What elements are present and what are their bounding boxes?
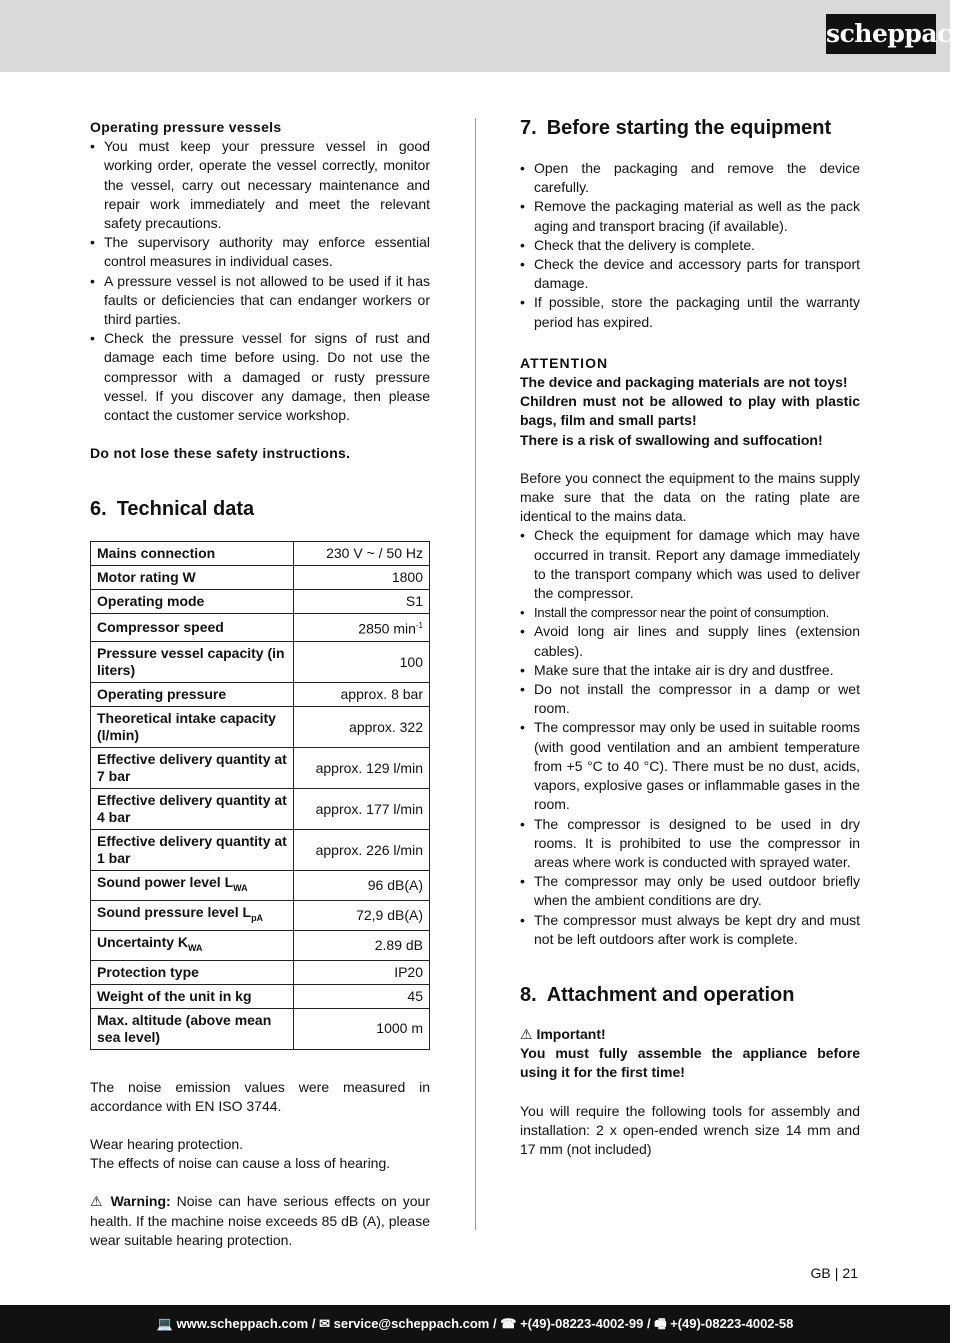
list-item: • Check the device and accessory parts for transport damage.	[520, 255, 860, 293]
spec-value: 2.89 dB	[294, 930, 430, 960]
list-item: • The compressor may only be used outdoor briefly when the ambient conditions are dry.	[520, 872, 860, 910]
list-item: • Avoid long air lines and supply lines (extension cables).	[520, 622, 860, 660]
spec-value: IP20	[294, 960, 430, 984]
table-row	[91, 871, 430, 901]
table-row	[91, 930, 430, 960]
list-item: • Install the compressor near the point of consumption.	[520, 603, 860, 622]
table-row	[91, 789, 430, 830]
right-column	[520, 118, 860, 1159]
spec-value: approx. 129 l/min	[294, 748, 430, 789]
mains-intro-text: Before you connect the equipment to the mains supply make sure that the data on the rating plate are identical to the mains data.	[520, 469, 860, 525]
pressure-vessels-list	[90, 137, 430, 425]
email-link[interactable]: service@scheppach.com	[333, 1316, 490, 1331]
spec-value: S1	[294, 590, 430, 614]
spec-label: Operating pressure	[91, 683, 294, 707]
phone-icon: ☎	[500, 1316, 517, 1331]
spec-label: Effective delivery quantity at 4 bar	[91, 789, 294, 830]
section-title: Before starting the equipment	[546, 117, 832, 139]
list-item: • The supervisory authority may enforce essential control measures in individual cases.	[90, 233, 430, 271]
spec-label: Pressure vessel capacity (in liters)	[91, 642, 294, 683]
list-item: • Check the equipment for damage which may have occurred in transit. Report any damage immediately to the transport company which was used to deliver the compressor.	[520, 526, 860, 603]
section-number: 6.	[90, 498, 107, 521]
keep-instructions-note: Do not lose these safety instructions.	[90, 445, 351, 462]
noise-warning	[90, 1192, 430, 1250]
important-label: Important!	[536, 1025, 606, 1042]
left-column	[90, 118, 430, 1250]
spec-value: 1800	[294, 566, 430, 590]
tools-text: You will require the following tools for assembly and installation: 2 x open-ended wrench size 14 mm and 17 mm (not included)	[520, 1102, 860, 1157]
spec-label: Motor rating W	[91, 566, 294, 590]
section-title: Technical data	[116, 498, 255, 521]
table-row	[91, 748, 430, 789]
table-row	[91, 830, 430, 871]
warning-icon: ⚠	[90, 1193, 105, 1210]
table-row	[91, 614, 430, 642]
spec-label: Operating mode	[91, 590, 294, 614]
spec-value: approx. 226 l/min	[294, 830, 430, 871]
warning-icon: ⚠	[520, 1025, 533, 1042]
list-item: • Make sure that the intake air is dry and dustfree.	[520, 661, 860, 680]
attention-line-2: Children must not be allowed to play with plastic bags, film and small parts!	[520, 393, 860, 429]
technical-data-heading	[90, 497, 430, 521]
attention-line-1: The device and packaging materials are not toys!	[520, 374, 848, 391]
installation-list	[520, 526, 860, 948]
section-number: 8.	[520, 983, 537, 1006]
spec-label: Max. altitude (above mean sea level)	[91, 1008, 294, 1049]
spec-value: 230 V ~ / 50 Hz	[294, 542, 430, 566]
noise-measurement-text: The noise emission values were measured in accordance with EN ISO 3744.	[90, 1078, 430, 1114]
important-text: You must fully assemble the appliance before using it for the first time!	[520, 1045, 860, 1081]
spec-label: Effective delivery quantity at 7 bar	[91, 748, 294, 789]
warning-text: Noise can have serious effects on your health. If the machine noise exceeds 85 dB (A), please wear suitable hearing protection.	[90, 1193, 430, 1248]
mail-icon: ✉	[319, 1316, 330, 1331]
footer-bar: 💻 www.scheppach.com / ✉ service@scheppach.com / ☎ +(49)-08223-4002-99 / 🖷 +(49)-08223-4002-58	[0, 1305, 950, 1343]
table-row	[91, 960, 430, 984]
spec-value: approx. 177 l/min	[294, 789, 430, 830]
important-note	[520, 1025, 860, 1044]
before-starting-heading	[520, 116, 860, 140]
attachment-operation-heading	[520, 983, 860, 1007]
table-row	[91, 1008, 430, 1049]
spec-label: Sound pressure level $L_{pA}$	[91, 900, 294, 930]
table-row	[91, 590, 430, 614]
spec-value: 1000 m	[294, 1008, 430, 1049]
fax-number: +(49)-08223-4002-58	[670, 1316, 794, 1331]
list-item: • Do not install the compressor in a damp or wet room.	[520, 680, 860, 718]
page-number: GB | 21	[810, 1265, 858, 1281]
spec-value: 2850 $\min^{-1}$	[294, 614, 430, 642]
spec-value: approx. 8 bar	[294, 683, 430, 707]
spec-label: Uncertainty $K_{WA}$	[91, 930, 294, 960]
header-bar	[0, 0, 969, 72]
spec-label: Compressor speed	[91, 614, 294, 642]
spec-label: Protection type	[91, 960, 294, 984]
fax-icon: 🖷	[654, 1316, 667, 1331]
table-row	[91, 566, 430, 590]
spec-label: Effective delivery quantity at 1 bar	[91, 830, 294, 871]
list-item: • If possible, store the packaging until the warranty period has expired.	[520, 293, 860, 331]
pressure-vessels-heading: Operating pressure vessels	[90, 119, 282, 135]
table-row	[91, 642, 430, 683]
page-number-value: 21	[842, 1265, 858, 1281]
spec-value: 72,9 dB(A)	[294, 900, 430, 930]
warning-label: Warning:	[110, 1193, 171, 1210]
technical-data-table	[90, 541, 430, 1049]
attention-heading: ATTENTION	[520, 354, 609, 371]
spec-label: Theoretical intake capacity (l/min)	[91, 707, 294, 748]
spec-value: 96 dB(A)	[294, 871, 430, 901]
spec-value: 100	[294, 642, 430, 683]
list-item: • A pressure vessel is not allowed to be used if it has faults or deficiencies that can endanger workers or third parties.	[90, 272, 430, 330]
list-item: • You must keep your pressure vessel in good working order, operate the vessel correctly, monitor the vessel, carry out necessary maintenance and repair work immediately and meet the relevant safety precautions.	[90, 137, 430, 233]
hearing-protection-text: Wear hearing protection.	[90, 1135, 244, 1152]
hearing-loss-text: The effects of noise can cause a loss of hearing.	[90, 1155, 391, 1172]
list-item: • Open the packaging and remove the device carefully.	[520, 159, 860, 197]
language-code: GB	[810, 1265, 831, 1281]
table-row	[91, 542, 430, 566]
spec-label: Sound power level $L_{WA}$	[91, 871, 294, 901]
spec-label: Mains connection	[91, 542, 294, 566]
spec-label: Weight of the unit in kg	[91, 984, 294, 1008]
table-row	[91, 984, 430, 1008]
list-item: • Remove the packaging material as well as the pack aging and transport bracing (if available).	[520, 197, 860, 235]
web-icon: 💻	[156, 1316, 173, 1331]
attention-line-3: There is a risk of swallowing and suffocation!	[520, 431, 823, 448]
list-item: • Check the pressure vessel for signs of rust and damage each time before using. Do not use the compressor with a damaged or rusty pressure vessel. If you discover any damage, then please contact the customer service workshop.	[90, 329, 430, 425]
column-divider	[475, 118, 476, 1230]
table-row	[91, 900, 430, 930]
list-item: • Check that the delivery is complete.	[520, 236, 860, 255]
before-starting-list	[520, 159, 860, 332]
section-title: Attachment and operation	[546, 983, 795, 1006]
spec-value: approx. 322	[294, 707, 430, 748]
list-item: • The compressor must always be kept dry and must not be left outdoors after work is complete.	[520, 911, 860, 949]
section-number: 7.	[520, 117, 537, 139]
phone-number: +(49)-08223-4002-99	[520, 1316, 644, 1331]
table-row	[91, 707, 430, 748]
list-item: • The compressor is designed to be used in dry rooms. It is prohibited to use the compressor in areas where work is conducted with sprayed water.	[520, 815, 860, 873]
table-row	[91, 683, 430, 707]
list-item: • The compressor may only be used in suitable rooms (with good ventilation and an ambient temperature from +5 °C to 40 °C). There must be no dust, acids, vapors, explosive gases or inflammable gases in the room.	[520, 718, 860, 814]
spec-value: 45	[294, 984, 430, 1008]
website-link[interactable]: www.scheppach.com	[176, 1316, 309, 1331]
scheppach-logo: scheppach	[826, 14, 936, 54]
